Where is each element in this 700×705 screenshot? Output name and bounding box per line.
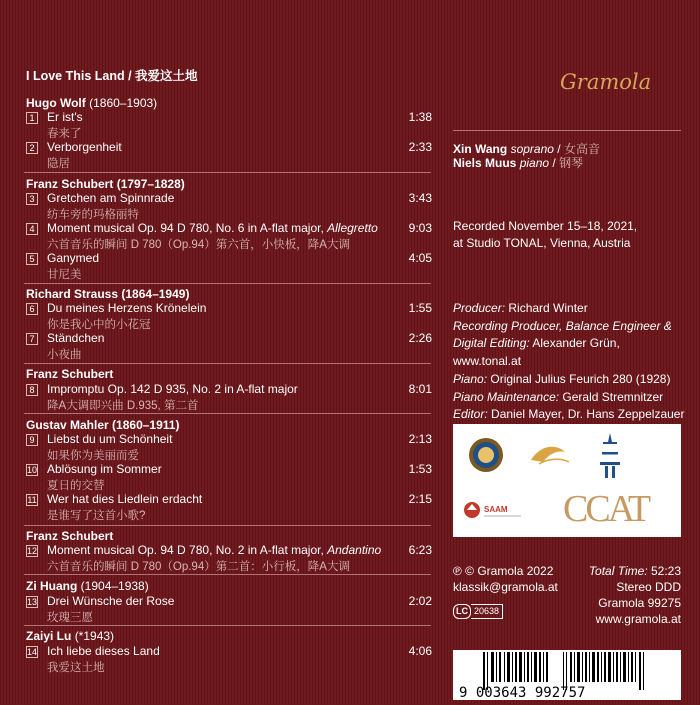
barcode [453,650,681,700]
divider [453,130,681,131]
total-time: Total Time: 52:23 [588,564,681,578]
track-title: Ich liebe dieses Land [47,644,160,658]
credits: Producer: Richard Winter Recording Producer, Balance Engineer & Digital Editing: Alexander Grün, www.tonal.at Piano: Original Julius Feurich 280 (1928) Piano Maintenance: Gerald Stremnitzer Editor: Daniel Mayer, Dr. Hans Zeppelzauer [453,301,685,422]
track-title: Liebst du um Schönheit [47,432,173,446]
divider [24,363,431,364]
track-title: Du meines Herzens Krönelein [47,301,207,315]
track-duration: 6:23 [408,543,432,557]
track-duration: 3:43 [408,191,432,205]
composer-heading: Zaiyi Lu (*1943) [26,629,115,643]
track-title-cn: 甘尼美 [47,269,82,281]
track-duration: 2:15 [408,492,432,506]
track-duration: 1:53 [408,462,432,476]
track-duration: 9:03 [408,221,432,235]
track-title-cn: 春来了 [47,128,82,140]
track-title-cn: 我爱这土地 [47,662,105,674]
track-title-cn: 六首音乐的瞬间 D 780（Op.94）第六首，小快板，降A大调 [47,239,350,251]
audio-format: Stereo DDD [616,580,681,594]
composer-heading: Zi Huang (1904–1938) [26,579,149,593]
divider [24,413,431,414]
track-number: 1 [26,112,38,124]
sponsor-logo-graphics [453,424,681,537]
track-title-cn: 纺车旁的玛格丽特 [47,209,139,221]
track-title-cn: 小夜曲 [47,349,82,361]
lc-code [453,604,503,617]
track-duration: 1:38 [408,110,432,124]
track-title-cn: 夏日的交替 [47,480,105,492]
track-number: 11 [27,495,37,505]
sponsor-logos [453,424,681,537]
track-duration: 2:02 [408,594,432,608]
track-title-cn: 如果你为美丽而爱 [47,450,139,462]
composer-heading: Richard Strauss (1864–1949) [26,287,190,301]
tower-icon [600,433,620,478]
track-number: 13 [27,597,38,607]
divider [24,525,431,526]
saam-logo-text: SAAM [484,505,508,514]
track-title-cn: 是谁写了这首小歌? [47,510,146,522]
album-title: I Love This Land / 我爱这土地 [26,69,198,83]
composer-heading: Hugo Wolf (1860–1903) [26,96,158,110]
saam-logo-icon [464,502,480,518]
track-number: 14 [27,647,38,657]
performer-line: Xin Wang soprano / 女高音 [453,142,600,156]
composer-heading: Gustav Mahler (1860–1911) [26,418,180,432]
track-number: 4 [26,223,38,235]
composer-heading: Franz Schubert [26,367,114,381]
track-duration: 1:55 [408,301,432,315]
track-number: 3 [26,193,38,205]
track-number: 10 [27,465,38,475]
track-title: Wer hat dies Liedlein erdacht [47,492,203,506]
track-title-cn: 隐居 [47,158,70,170]
track-duration: 2:13 [408,432,432,446]
track-number: 5 [26,253,38,265]
track-title: Moment musical Op. 94 D 780, No. 6 in A-flat major, Allegretto [47,221,378,235]
composer-heading: Franz Schubert [26,529,114,543]
recording-info: Recorded November 15–18, 2021, at Studio TONAL, Vienna, Austria [453,219,638,250]
divider [24,283,431,284]
composer-heading: Franz Schubert (1797–1828) [26,177,185,191]
track-title: Ganymed [47,251,100,265]
track-number: 8 [26,384,38,396]
track-title: Ständchen [47,331,105,345]
track-number: 2 [26,142,38,154]
track-duration: 8:01 [408,382,432,396]
track-duration: 4:05 [408,251,432,265]
track-title: Er ist's [47,110,83,124]
catalog-number: Gramola 99275 [598,596,681,610]
track-number: 12 [27,546,38,556]
circle-emblem-icon [469,438,503,472]
track-duration: 2:26 [408,331,432,345]
track-title: Ablösung im Sommer [47,462,162,476]
track-duration: 2:33 [408,140,432,154]
website: www.gramola.at [595,612,681,626]
track-duration: 4:06 [408,644,432,658]
track-title: Moment musical Op. 94 D 780, No. 2 in A-flat major, Andantino [47,543,382,557]
divider [24,574,431,575]
copyright: ℗ © Gramola 2022 [453,564,554,578]
barcode-bars-icon [453,650,681,700]
phoenix-script-icon [531,447,569,464]
track-title-cn: 六首音乐的瞬间 D 780（Op.94）第二首：小行板，降A大调 [47,561,350,573]
track-title: Verborgenheit [47,140,122,154]
email: klassik@gramola.at [453,580,558,594]
lc-badge: LC [453,604,471,619]
track-title: Gretchen am Spinnrade [47,191,175,205]
divider [24,625,431,626]
barcode-number: 9 003643 992757 [459,685,586,700]
divider [24,172,431,173]
track-title-cn: 玫瑰三愿 [47,612,93,624]
track-title: Impromptu Op. 142 D 935, No. 2 in A-flat major [47,382,298,396]
track-title-cn: 降A大调即兴曲 D.935, 第二首 [47,400,199,412]
gramola-logo: Gramola [560,70,652,94]
lc-number: 20638 [471,604,503,619]
track-title-cn: 你是我心中的小花冠 [47,319,151,331]
track-title: Drei Wünsche der Rose [47,594,175,608]
ccat-logo-text: CCAT [563,488,649,530]
track-number: 7 [26,333,38,345]
performer-line: Niels Muus piano / 钢琴 [453,156,584,170]
track-number: 9 [26,434,38,446]
track-number: 6 [26,303,38,315]
